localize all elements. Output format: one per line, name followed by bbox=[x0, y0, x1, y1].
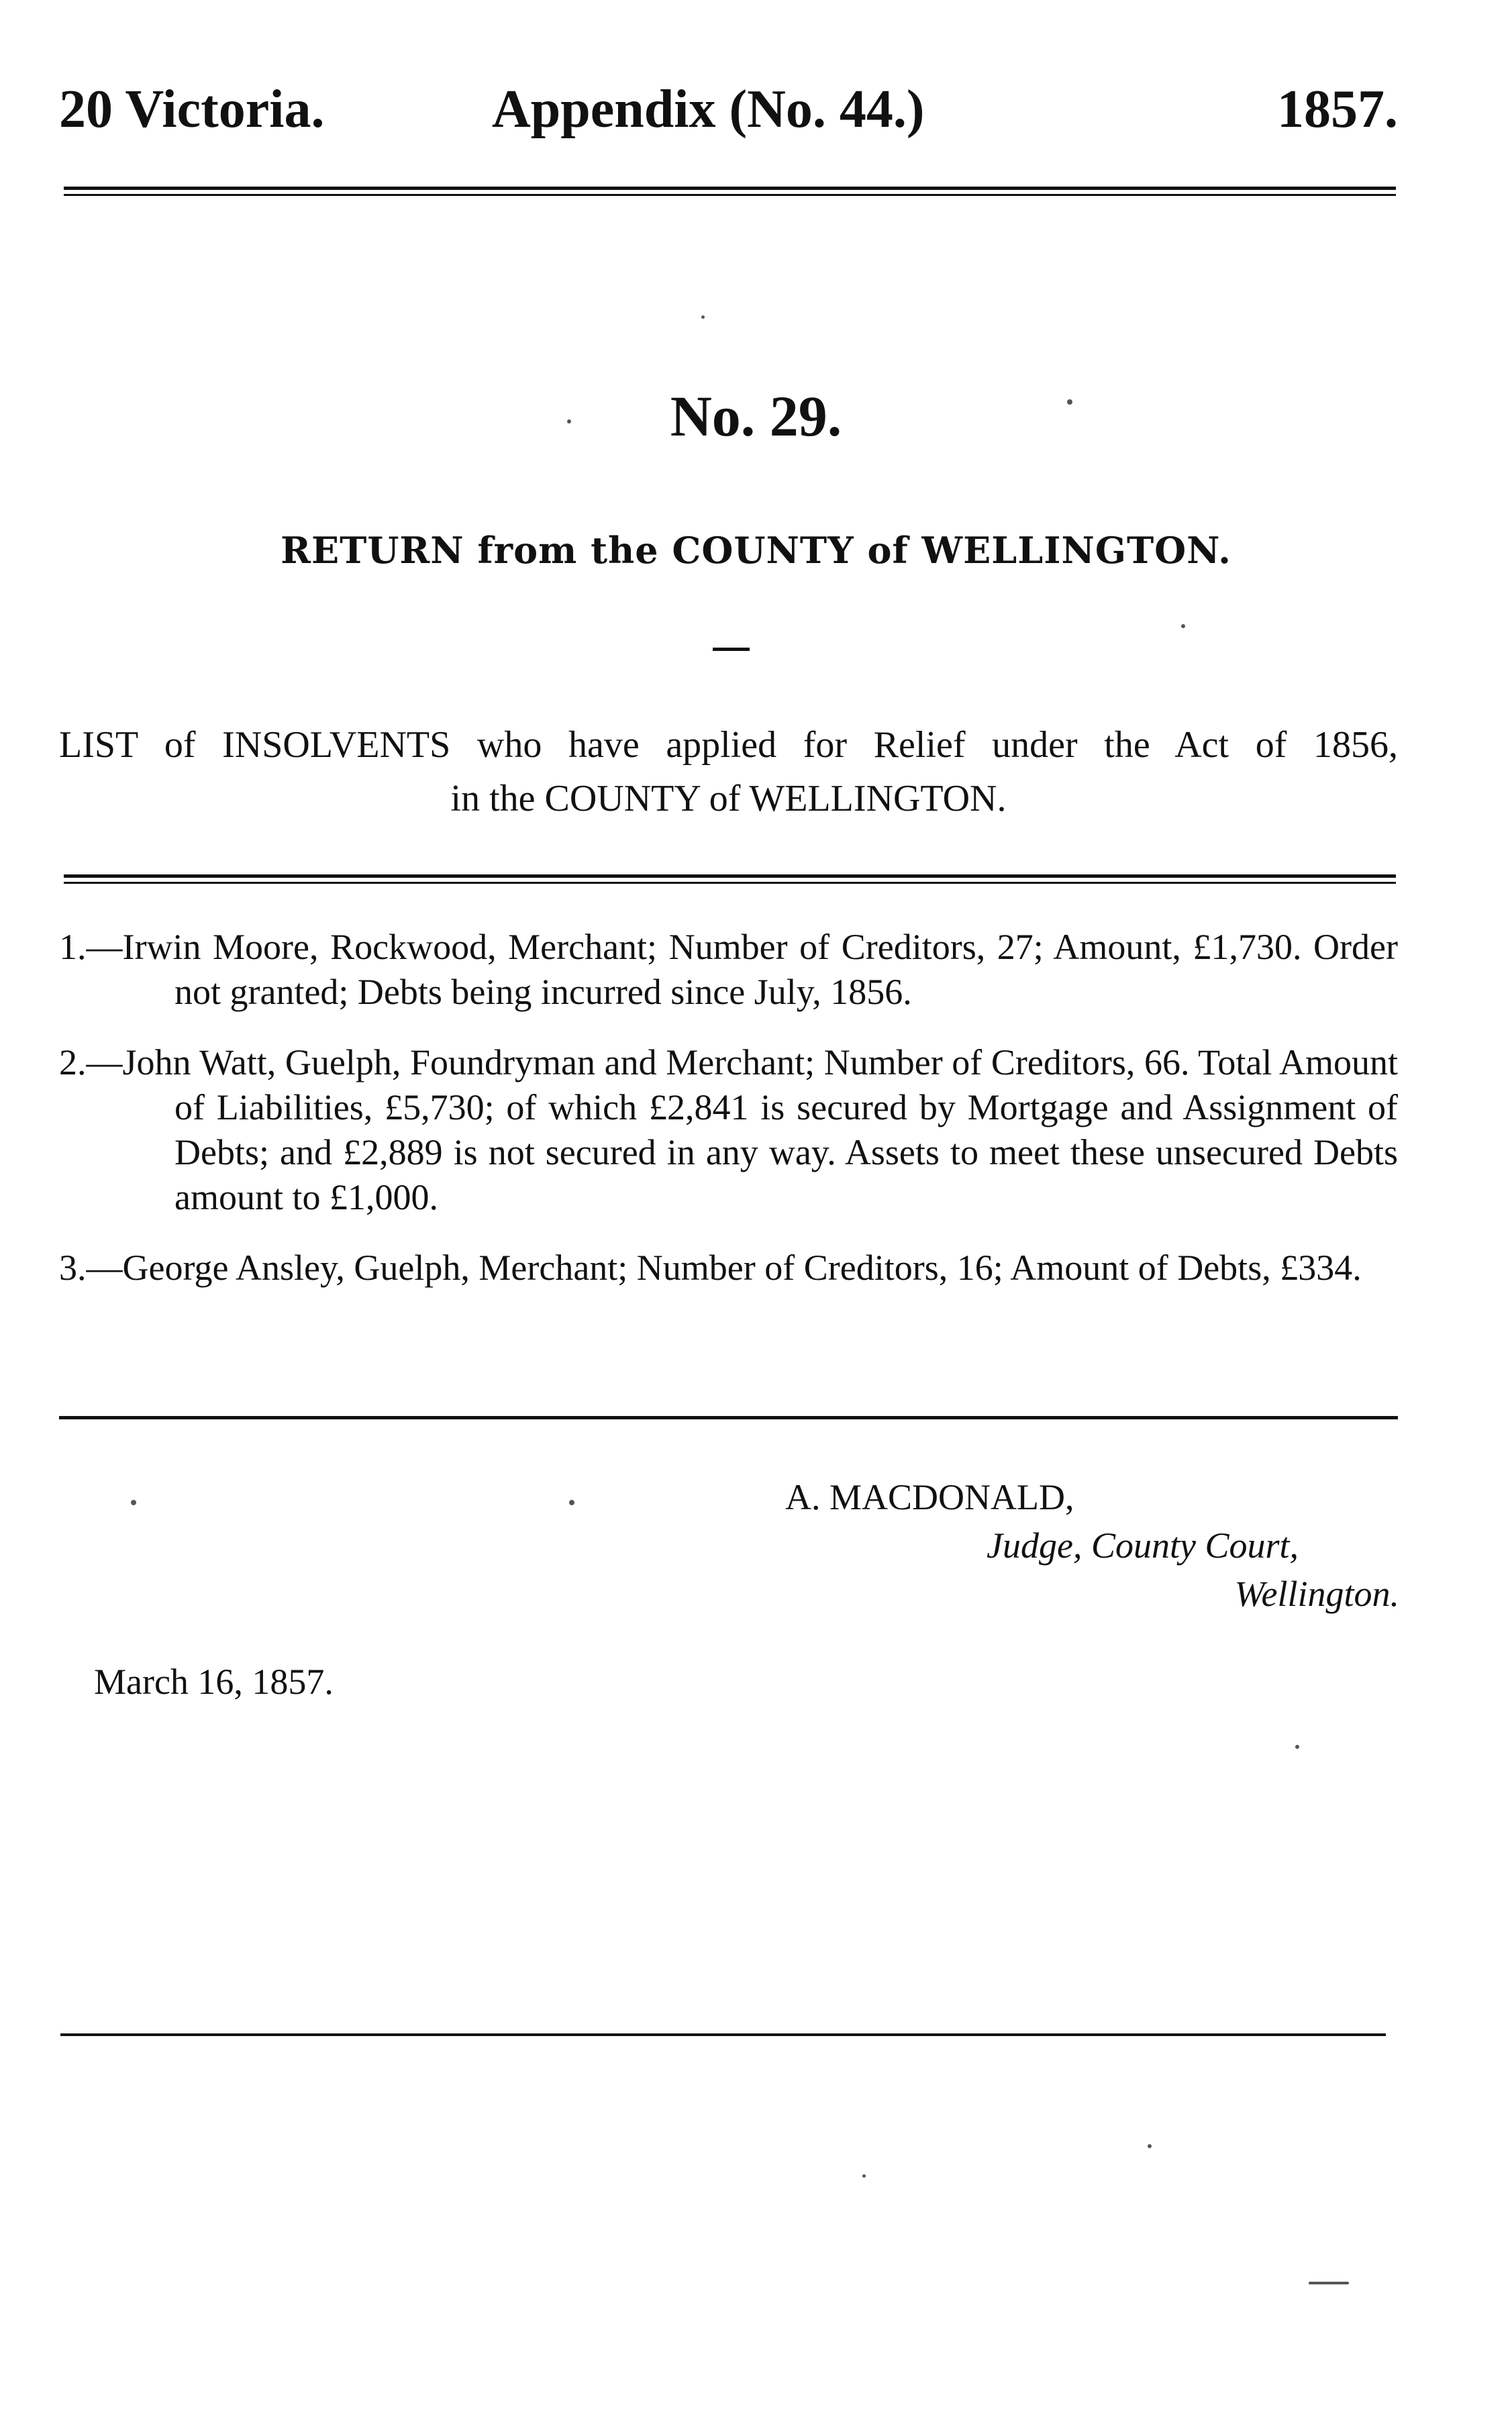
running-header bbox=[59, 72, 1398, 146]
header-double-rule bbox=[64, 187, 1396, 196]
list-double-rule bbox=[64, 874, 1396, 884]
signatory-name: A. MACDONALD, bbox=[785, 1477, 1074, 1517]
title-separator-dash bbox=[713, 648, 750, 651]
list-heading-line-2: in the COUNTY of WELLINGTON. bbox=[450, 778, 1007, 819]
print-speck bbox=[1309, 2282, 1349, 2284]
signatory-title: Judge, County Court, bbox=[987, 1525, 1299, 1566]
print-speck bbox=[862, 2174, 866, 2178]
list-item: 1.—Irwin Moore, Rockwood, Merchant; Number of Creditors, 27; Amount, £1,730. Order not granted; Debts being incurred since July, 1856. bbox=[59, 927, 1398, 1012]
print-speck bbox=[567, 419, 571, 423]
print-speck bbox=[1295, 1745, 1299, 1749]
running-header-session: 20 Victoria. bbox=[59, 80, 325, 139]
print-speck bbox=[1181, 624, 1185, 628]
list-heading-line-1: LIST of INSOLVENTS who have applied for Relief under the Act of 1856, bbox=[59, 724, 1398, 766]
signature-block bbox=[778, 1473, 1399, 1618]
list-item: 2.—John Watt, Guelph, Foundryman and Merchant; Number of Creditors, 66. Total Amount of Liabilities, £5,730; of which £2,841 is secured by Mortgage and Assignment of Debts; and £2,889 is not secured in any way. Assets to meet these unsecured Debts amount to £1,000. bbox=[59, 1042, 1398, 1217]
document-number: No. 29. bbox=[670, 384, 842, 448]
footer-rule bbox=[60, 2033, 1386, 2036]
running-header-year: 1857. bbox=[1277, 80, 1398, 139]
list-item: 3.—George Ansley, Guelph, Merchant; Number of Creditors, 16; Amount of Debts, £334. bbox=[59, 1248, 1362, 1288]
return-title: RETURN from the COUNTY of WELLINGTON. bbox=[281, 529, 1231, 572]
list-heading bbox=[59, 718, 1398, 825]
insolvent-list bbox=[59, 925, 1398, 1316]
list-end-rule bbox=[59, 1416, 1398, 1419]
signatory-place: Wellington. bbox=[1234, 1574, 1399, 1614]
document-date: March 16, 1857. bbox=[94, 1662, 334, 1702]
print-speck bbox=[569, 1500, 574, 1505]
running-header-appendix: Appendix (No. 44.) bbox=[492, 80, 925, 139]
print-speck bbox=[1148, 2144, 1152, 2148]
print-speck bbox=[1067, 399, 1072, 405]
print-speck bbox=[131, 1500, 136, 1505]
print-speck bbox=[701, 315, 705, 319]
